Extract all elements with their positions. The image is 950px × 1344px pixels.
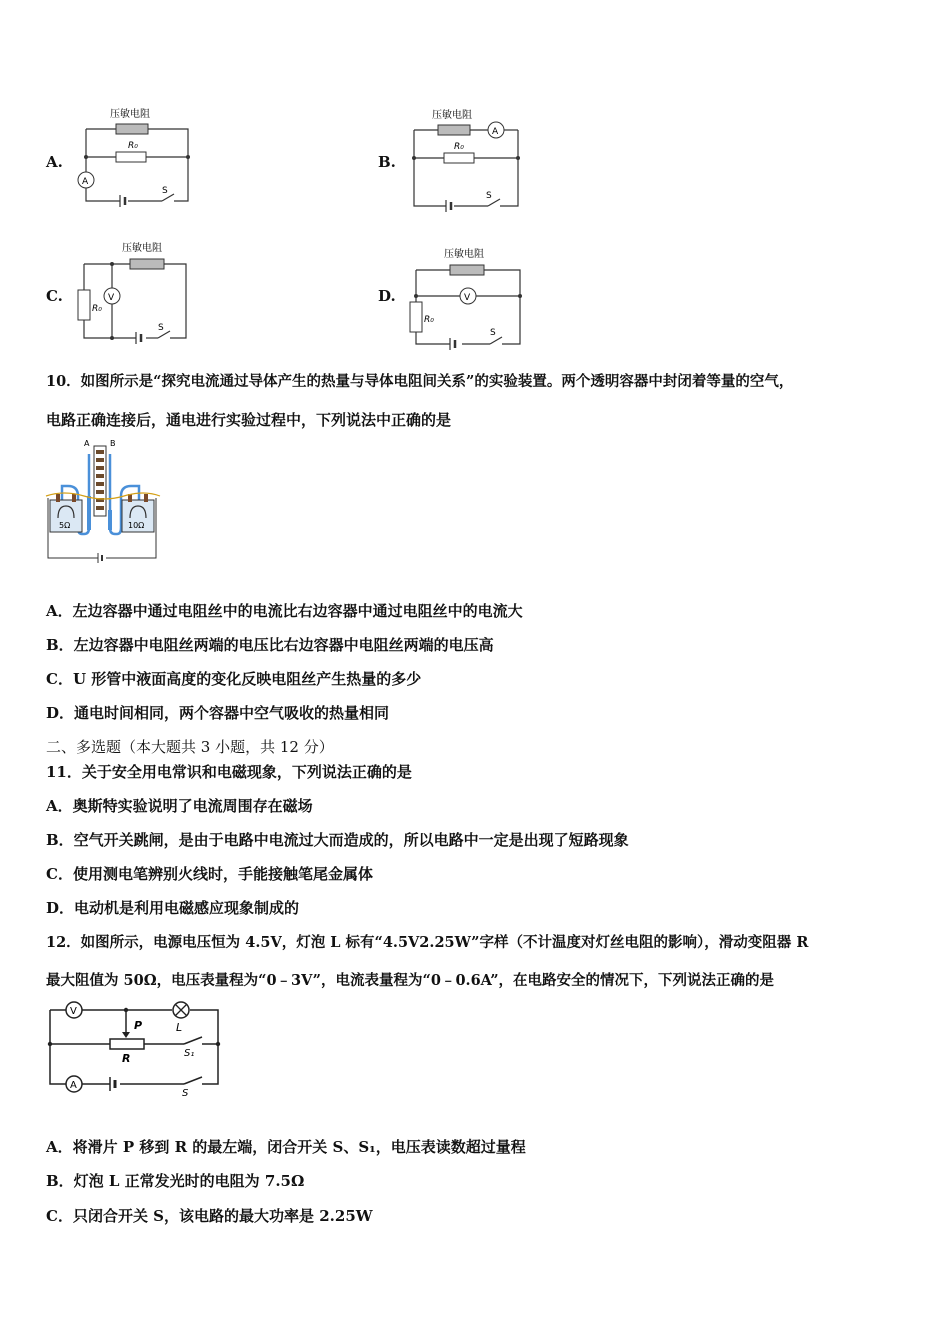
lamp-label: L: [176, 1021, 183, 1034]
q9-circuit-a: [70, 100, 200, 210]
q10-option-b: B．左边容器中电阻丝两端的电压比右边容器中电阻丝两端的电压高: [46, 636, 494, 654]
pressure-sensor-resistor: [116, 124, 148, 134]
r0-label: R₀: [424, 315, 434, 325]
q10-stem-line2: 电路正确连接后，通电进行实验过程中，下列说法中正确的是: [46, 411, 452, 429]
q9-option-d-label: D.: [378, 287, 396, 305]
slider-label: P: [134, 1019, 143, 1032]
switch1-label: S₁: [184, 1048, 195, 1059]
r0-label: R₀: [92, 304, 102, 314]
q12-stem-line1: 12．如图所示，电源电压恒为 4.5V，灯泡 L 标有“4.5V2.25W”字样（不计温度对灯丝电阻的影响），滑动变阻器 R: [46, 934, 809, 951]
meter-label: V: [464, 293, 471, 303]
q9-circuit-d: [402, 240, 532, 352]
sensor-label: 压敏电阻: [110, 109, 150, 120]
q9-option-a-label: A.: [46, 153, 63, 171]
resistor-r0: [410, 302, 422, 332]
q10-stem-line1: 10．如图所示是“探究电流通过导体产生的热量与导体电阻间关系”的实验装置。两个透明容器中封闭着等量的空气，: [46, 373, 794, 390]
switch-label: S: [182, 1088, 189, 1099]
tube-label-a: A: [84, 439, 90, 448]
q10-option-d: D．通电时间相同，两个容器中空气吸收的热量相同: [46, 704, 390, 722]
switch-label: S: [158, 323, 164, 333]
q12-option-b: B．灯泡 L 正常发光时的电阻为 7.5Ω: [46, 1172, 305, 1190]
right-resistor-label: 10Ω: [128, 521, 145, 530]
rheostat-label: R: [122, 1052, 131, 1065]
q9-option-b-label: B.: [378, 153, 396, 171]
meter-label: V: [108, 293, 115, 303]
resistor-r0: [116, 152, 146, 162]
voltmeter-label: V: [70, 1006, 77, 1017]
pressure-sensor-resistor: [130, 259, 164, 269]
r0-label: R₀: [128, 141, 138, 151]
q11-stem: 11．关于安全用电常识和电磁现象，下列说法正确的是: [46, 763, 412, 781]
switch-label: S: [490, 328, 496, 338]
q9-circuit-b: [400, 100, 530, 212]
left-resistor-label: 5Ω: [59, 521, 71, 530]
q9-circuit-c: [72, 236, 197, 346]
q11-option-d: D．电动机是利用电磁感应现象制成的: [46, 899, 300, 917]
r0-label: R₀: [454, 142, 464, 152]
q9-option-c-label: C.: [46, 287, 63, 305]
pressure-sensor-resistor: [438, 125, 470, 135]
q11-option-a: A．奥斯特实验说明了电流周围存在磁场: [46, 797, 313, 815]
pressure-sensor-resistor: [450, 265, 484, 275]
q10-option-c: C．U 形管中液面高度的变化反映电阻丝产生热量的多少: [46, 670, 422, 688]
switch-label: S: [162, 186, 168, 196]
resistor-r0: [444, 153, 474, 163]
sensor-label: 压敏电阻: [444, 249, 484, 260]
meter-label: A: [492, 127, 499, 137]
meter-label: A: [82, 177, 89, 187]
q10-figure: [44, 436, 164, 564]
q11-option-c: C．使用测电笔辨别火线时，手能接触笔尾金属体: [46, 865, 373, 883]
q11-option-b: B．空气开关跳闸，是由于电路中电流过大而造成的，所以电路中一定是出现了短路现象: [46, 831, 629, 849]
sensor-label: 压敏电阻: [122, 243, 162, 254]
resistor-r0: [78, 290, 90, 320]
q12-option-c: C．只闭合开关 S，该电路的最大功率是 2.25W: [46, 1207, 373, 1225]
q10-option-a: A．左边容器中通过电阻丝中的电流比右边容器中通过电阻丝中的电流大: [46, 602, 523, 620]
tube-label-b: B: [110, 439, 116, 448]
q12-figure: [44, 996, 224, 1104]
q12-stem-line2: 最大阻值为 50Ω，电压表量程为“0﹣3V”，电流表量程为“0﹣0.6A”，在电路安全的情况下，下列说法正确的是: [46, 972, 775, 989]
section-heading: 二、多选题（本大题共 3 小题，共 12 分）: [46, 738, 334, 756]
rheostat: [110, 1039, 144, 1049]
ammeter-label: A: [70, 1080, 77, 1091]
switch-label: S: [486, 191, 492, 201]
sensor-label: 压敏电阻: [432, 110, 472, 121]
q12-option-a: A．将滑片 P 移到 R 的最左端，闭合开关 S、S₁，电压表读数超过量程: [46, 1138, 526, 1156]
